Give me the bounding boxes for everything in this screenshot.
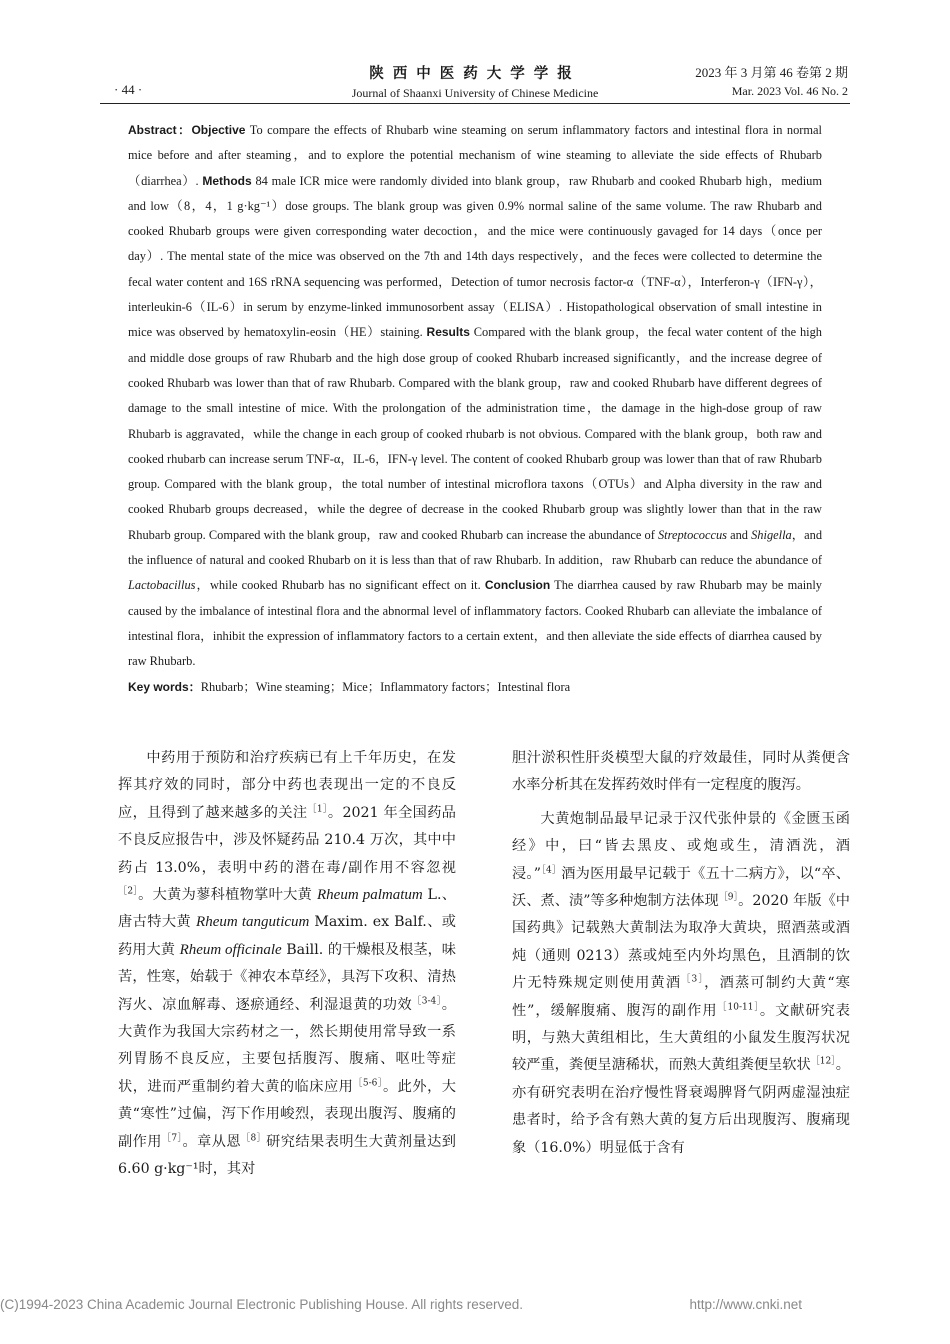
body-text: 。大黄作为我国大宗药材之一，然长期使用常导致一系列胃肠不良反应，主要包括腹泻、腹痛、呕吐等症状，进而严重制约着大黄的临床应用	[118, 996, 456, 1095]
latin-name: Rheum tanguticum	[196, 914, 310, 931]
results-text: ，while cooked Rhubarb has no significant effect on it.	[195, 578, 485, 593]
citation[interactable]: ［1］	[307, 804, 328, 815]
genus-streptococcus: Streptococcus	[657, 527, 727, 542]
body-text: 。亦有研究表明在治疗慢性肾衰竭脾肾气阴两虚湿浊症患者时，给予含有熟大黄的复方后出现腹泻、腹痛现象（16.0%）明显低于含有	[512, 1057, 850, 1156]
english-abstract	[128, 118, 822, 700]
issue-info-en: Mar. 2023 Vol. 46 No. 2	[731, 84, 848, 98]
body-text: 。大黄为蓼科植物掌叶大黄	[138, 887, 318, 904]
results-text: ，and the influence of natural and cooked Rhubarb on it is less than that of raw Rhubarb. In addition，raw Rhubarb can reduce the abundance of	[128, 527, 823, 568]
body-column-right	[512, 745, 850, 1162]
page-header	[100, 62, 850, 104]
issue-info-cn: 2023 年 3 月第 46 卷第 2 期	[695, 65, 848, 80]
latin-name: Rheum officinale	[179, 941, 282, 958]
body-text: 。2021 年全国药品不良反应报告中，涉及怀疑药品 210.4 万次，其中中药占 13.0%，表明中药的潜在毒/副作用不容忽视	[118, 804, 456, 876]
body-text: Baill. 的干燥根及根茎，味苦，性寒，始载于《神农本草经》，具泻下攻积、清热泻火、凉血解毒、逐瘀通经、利湿退黄的功效	[118, 941, 456, 1013]
citation[interactable]: ［3-4］	[412, 995, 442, 1006]
body-text: 。2020 年版《中国药典》记载熟大黄制法为取净大黄块，照酒蒸或酒炖（通则 0213）蒸或炖至内外均黑色，且酒制的饮片无特殊规定则使用黄酒	[512, 893, 850, 992]
objective-label: Objective	[191, 123, 246, 137]
keywords-label: Key words：	[128, 679, 201, 694]
citation[interactable]: ［2］	[118, 886, 139, 897]
citation[interactable]: ［8］	[241, 1132, 267, 1143]
citation[interactable]: ［9］	[718, 892, 739, 903]
journal-title-en: Journal of Shaanxi University of Chinese Medicine	[351, 86, 599, 100]
body-text: 。章从恩	[182, 1133, 242, 1150]
body-text: L.、唐古特大黄	[118, 887, 456, 931]
body-text: Maxim. ex Balf.、或药用大黄	[118, 914, 456, 958]
header-rule	[100, 103, 850, 104]
body-paragraph	[118, 745, 456, 1184]
citation[interactable]: ［12］	[810, 1056, 836, 1067]
citation[interactable]: ［7］	[161, 1132, 183, 1143]
body-text: 研究结果表明生大黄剂量达到 6.60 g·kg⁻¹时，其对	[118, 1133, 456, 1178]
citation[interactable]: ［4］	[541, 864, 562, 875]
abstract-label: Abstract：	[128, 123, 192, 137]
body-paragraph: 胆汁淤积性肝炎模型大鼠的疗效最佳，同时从粪便含水率分析其在发挥药效时伴有一定程度的腹泻。	[512, 750, 850, 794]
genus-shigella: Shigella	[751, 527, 792, 542]
results-label: Results	[426, 325, 470, 340]
citation[interactable]: ［5-6］	[353, 1078, 383, 1089]
body-text: 酒为医用最早记载于《五十二病方》，以“卒、沃、煮、渍”等多种炮制方法体现	[512, 865, 850, 910]
genus-lactobacillus: Lactobacillus	[128, 578, 196, 593]
citation[interactable]: ［10-11］	[717, 1001, 760, 1012]
body-column-left	[118, 745, 456, 1184]
cnki-link[interactable]: http://www.cnki.net	[689, 1297, 802, 1312]
journal-title-cn: 陕西中医药大学学报	[369, 65, 581, 82]
results-text: and	[727, 527, 752, 542]
methods-label: Methods	[202, 173, 252, 188]
issue-info	[695, 62, 848, 99]
journal-title	[280, 62, 670, 101]
methods-text: 84 male ICR mice were randomly divided into blank group，raw Rhubarb and cooked Rhubarb high，medium and low（8，4，1 g·kg⁻¹）dose groups. The blank group was given 0.9% normal saline of the same volume. The raw Rhubarb and cooked Rhubarb groups were given corresponding water decoction，and the mice were continuously gavaged for 14 days（once per day）. The mental state of the mice was observed on the 7th and 14th days respectively，and the feces were collected to determine the fecal water content and 16S rRNA sequencing was performed，Detection of tumor necrosis factor-α（TNF-α），Interferon-γ（IFN-γ），interleukin-6（IL-6）in serum by enzyme-linked immunosorbent assay（ELISA）. Histopathological observation of small intestine in mice was observed by hematoxylin-eosin（HE）staining.	[128, 173, 822, 340]
conclusion-label: Conclusion	[484, 578, 551, 593]
page-number: · 44 ·	[114, 82, 143, 97]
objective-text: To compare the effects of Rhubarb wine steaming on serum inflammatory factors and intestinal flora in normal mice before and after steaming，and to explore the potential mechanism of wine steaming to alleviate the side effects of Rhubarb（diarrhea）.	[128, 123, 822, 188]
body-text: ，酒蒸可制约大黄“寒性”，缓解腹痛、腹泻的副作用	[512, 975, 850, 1019]
results-text: Compared with the blank group，the fecal water content of the high and middle dose groups of raw Rhubarb and the high dose group of cooked Rhubarb increased significantly，and the increase degree of cooked Rhubarb was lower than that of raw Rhubarb. Compared with the blank group，raw and cooked Rhubarb have different degrees of damage to the small intestine of mice. With the prolongation of the administration time，the damage in the high-dose group of raw Rhubarb is aggravated，while the change in each group of cooked rhubarb is not obvious. Compared with the blank group，both raw and cooked rhubarb can increase serum TNF-α，IL-6，IFN-γ level. The content of cooked Rhubarb group was lower than that of raw Rhubarb group. Compared with the blank group，the total number of intestinal microflora taxons（OTUs）and Alpha diversity in the raw and cooked Rhubarb groups decreased，while the degree of decrease in the cooked Rhubarb group was slightly lower than that in the raw Rhubarb group. Compared with the blank group，raw and cooked Rhubarb can increase the abundance of	[128, 325, 822, 542]
latin-name: Rheum palmatum	[317, 887, 423, 904]
body-text: 。此外，大黄“寒性”过偏，泻下作用峻烈，表现出腹泻、腹痛的副作用	[118, 1078, 456, 1150]
citation[interactable]: ［3］	[681, 974, 705, 985]
body-text: 。文献研究表明，与熟大黄组相比，生大黄组的小鼠发生腹泻状况较严重，粪便呈溏稀状，而熟大黄组粪便呈软状	[512, 1002, 850, 1074]
keywords-text: Rhubarb；Wine steaming；Mice；Inflammatory factors；Intestinal flora	[200, 679, 571, 694]
page-footer	[0, 1297, 950, 1317]
body-text: 中药用于预防和治疗疾病已有上千年历史，在发挥其疗效的同时，部分中药也表现出一定的不良反应，且得到了越来越多的关注	[118, 750, 456, 821]
body-text: 大黄炮制品最早记录于汉代张仲景的《金匮玉函经》中，曰“皆去黑皮、或炮或生，清酒洗，酒浸。”	[512, 810, 850, 882]
conclusion-text: The diarrhea caused by raw Rhubarb may be mainly caused by the imbalance of intestinal flora and the abnormal level of inflammatory factors. Cooked Rhubarb can alleviate the imbalance of intestinal flora，inhibit the expression of inflammatory factors to a certain extent，and then alleviate the side effects of diarrhea caused by raw Rhubarb.	[128, 578, 822, 669]
copyright-notice: (C)1994-2023 China Academic Journal Electronic Publishing House. All rights reserved.	[0, 1297, 524, 1312]
body-paragraph	[512, 806, 850, 1162]
